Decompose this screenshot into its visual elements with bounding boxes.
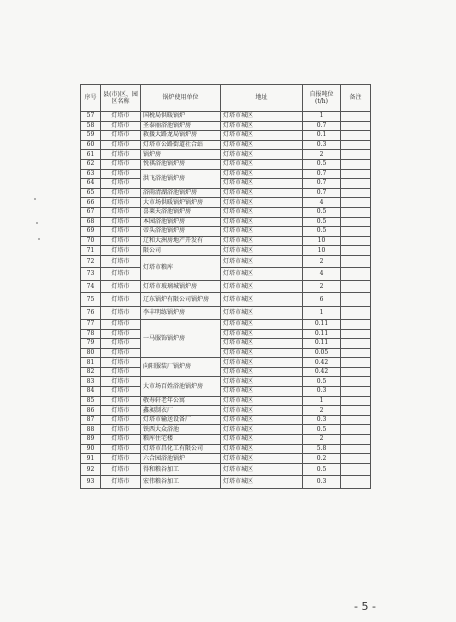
cell-address: 灯塔市城区 (221, 255, 303, 268)
cell-tonnage: 0.7 (303, 179, 341, 189)
cell-note (341, 435, 371, 445)
cell-county: 灯塔市 (101, 406, 141, 416)
cell-tonnage: 4 (303, 198, 341, 208)
cell-unit: 大市场百姓浴池锅炉房 (141, 377, 221, 396)
cell-tonnage: 0.11 (303, 339, 341, 349)
cell-no: 78 (81, 329, 101, 339)
table-row (81, 188, 371, 198)
cell-tonnage: 0.7 (303, 188, 341, 198)
table-row (81, 236, 371, 246)
cell-address: 灯塔市城区 (221, 425, 303, 435)
cell-unit: 喜莱天浴池锅炉房 (141, 207, 221, 217)
table-row (81, 396, 371, 406)
cell-note (341, 150, 371, 160)
cell-no: 80 (81, 348, 101, 358)
cell-tonnage: 0.3 (303, 387, 341, 397)
cell-county: 灯塔市 (101, 415, 141, 425)
cell-note (341, 454, 371, 464)
cell-note (341, 444, 371, 454)
cell-address: 灯塔市城区 (221, 227, 303, 237)
cell-no: 71 (81, 246, 101, 256)
cell-unit: 大市场供暖锅炉锅炉房 (141, 198, 221, 208)
cell-unit: 向阳服装厂锅炉房 (141, 358, 221, 377)
cell-address: 灯塔市城区 (221, 367, 303, 377)
cell-address: 灯塔市城区 (221, 358, 303, 368)
cell-unit: 灯塔市输送设备厂 (141, 415, 221, 425)
cell-tonnage: 0.5 (303, 377, 341, 387)
table-row (81, 435, 371, 445)
cell-tonnage: 5.8 (303, 444, 341, 454)
cell-tonnage: 2 (303, 150, 341, 160)
cell-no: 70 (81, 236, 101, 246)
table-row (81, 169, 371, 179)
cell-no: 93 (81, 476, 101, 489)
cell-address: 灯塔市城区 (221, 476, 303, 489)
table-row (81, 217, 371, 227)
cell-no: 92 (81, 463, 101, 476)
cell-address: 灯塔市城区 (221, 198, 303, 208)
cell-note (341, 406, 371, 416)
cell-tonnage: 1 (303, 112, 341, 122)
cell-address: 灯塔市城区 (221, 121, 303, 131)
page-number: - 5 - (354, 600, 376, 613)
cell-unit: 铁西大众浴池 (141, 425, 221, 435)
cell-address: 灯塔市城区 (221, 415, 303, 425)
cell-address: 灯塔市城区 (221, 217, 303, 227)
cell-no: 58 (81, 121, 101, 131)
cell-county: 灯塔市 (101, 246, 141, 256)
cell-address: 灯塔市城区 (221, 207, 303, 217)
cell-county: 灯塔市 (101, 280, 141, 293)
boiler-table (80, 84, 371, 489)
cell-no: 68 (81, 217, 101, 227)
cell-no: 65 (81, 188, 101, 198)
cell-county: 灯塔市 (101, 339, 141, 349)
cell-address: 灯塔市城区 (221, 339, 303, 349)
table-row (81, 367, 371, 377)
cell-county: 灯塔市 (101, 188, 141, 198)
cell-no: 59 (81, 131, 101, 141)
cell-tonnage: 0.5 (303, 159, 341, 169)
cell-no: 67 (81, 207, 101, 217)
cell-address: 灯塔市城区 (221, 112, 303, 122)
cell-note (341, 236, 371, 246)
cell-unit: 灯塔市公路街道社合站 (141, 140, 221, 150)
cell-county: 灯塔市 (101, 435, 141, 445)
table-row (81, 454, 371, 464)
cell-county: 灯塔市 (101, 444, 141, 454)
cell-tonnage: 1 (303, 307, 341, 320)
cell-unit: 悦祺浴池锅炉房 (141, 159, 221, 169)
header-address: 地址 (221, 85, 303, 112)
cell-no: 76 (81, 307, 101, 320)
cell-county: 灯塔市 (101, 112, 141, 122)
cell-county: 灯塔市 (101, 377, 141, 387)
cell-county: 灯塔市 (101, 121, 141, 131)
cell-no: 85 (81, 396, 101, 406)
cell-address: 灯塔市城区 (221, 435, 303, 445)
cell-unit: 本园浴池锅炉房 (141, 217, 221, 227)
cell-county: 灯塔市 (101, 236, 141, 246)
cell-tonnage: 0.1 (303, 131, 341, 141)
cell-no: 75 (81, 293, 101, 307)
cell-address: 灯塔市城区 (221, 348, 303, 358)
cell-tonnage: 0.42 (303, 358, 341, 368)
table-row (81, 444, 371, 454)
cell-unit: 灯塔市粮库 (141, 255, 221, 280)
table-row (81, 159, 371, 169)
cell-note (341, 358, 371, 368)
cell-note (341, 207, 371, 217)
table-row (81, 140, 371, 150)
table-row (81, 348, 371, 358)
cell-county: 灯塔市 (101, 268, 141, 281)
cell-no: 63 (81, 169, 101, 179)
cell-no: 90 (81, 444, 101, 454)
table-row (81, 121, 371, 131)
cell-no: 57 (81, 112, 101, 122)
cell-note (341, 476, 371, 489)
cell-unit: 帝头浴池锅炉房 (141, 227, 221, 237)
cell-no: 62 (81, 159, 101, 169)
table-row (81, 293, 371, 307)
cell-no: 77 (81, 319, 101, 329)
table-row (81, 329, 371, 339)
cell-tonnage: 0.5 (303, 207, 341, 217)
cell-note (341, 121, 371, 131)
cell-address: 灯塔市城区 (221, 396, 303, 406)
cell-note (341, 387, 371, 397)
cell-county: 灯塔市 (101, 396, 141, 406)
cell-county: 灯塔市 (101, 307, 141, 320)
cell-no: 83 (81, 377, 101, 387)
cell-county: 灯塔市 (101, 179, 141, 189)
cell-tonnage: 0.3 (303, 415, 341, 425)
cell-tonnage: 0.3 (303, 476, 341, 489)
cell-note (341, 268, 371, 281)
header-note: 备注 (341, 85, 371, 112)
cell-unit: 李丰明练锅炉房 (141, 307, 221, 320)
cell-unit: 洪飞浴池锅炉房 (141, 169, 221, 188)
cell-note (341, 367, 371, 377)
cell-address: 灯塔市城区 (221, 268, 303, 281)
cell-unit: 宏伟粮谷加工 (141, 476, 221, 489)
cell-unit: 得和粮谷加工 (141, 463, 221, 476)
cell-county: 灯塔市 (101, 169, 141, 179)
header-county: 县(市)区、园区名称 (101, 85, 141, 112)
cell-note (341, 188, 371, 198)
cell-no: 64 (81, 179, 101, 189)
cell-no: 61 (81, 150, 101, 160)
cell-no: 81 (81, 358, 101, 368)
table-row (81, 179, 371, 189)
cell-no: 86 (81, 406, 101, 416)
cell-note (341, 198, 371, 208)
cell-address: 灯塔市城区 (221, 454, 303, 464)
cell-no: 88 (81, 425, 101, 435)
cell-unit: 救援大路龙局锅炉房 (141, 131, 221, 141)
cell-note (341, 140, 371, 150)
table-row (81, 280, 371, 293)
cell-tonnage: 4 (303, 268, 341, 281)
cell-tonnage: 0.42 (303, 367, 341, 377)
table-row (81, 387, 371, 397)
cell-note (341, 329, 371, 339)
cell-unit: 六合园浴池锅炉 (141, 454, 221, 464)
table-header-row (81, 85, 371, 112)
cell-tonnage: 1 (303, 396, 341, 406)
table-row (81, 207, 371, 217)
cell-county: 灯塔市 (101, 476, 141, 489)
table-row (81, 406, 371, 416)
table-row (81, 425, 371, 435)
cell-note (341, 255, 371, 268)
scan-speck (38, 238, 40, 240)
header-tonnage: 自报吨位(t/h) (303, 85, 341, 112)
table-row (81, 339, 371, 349)
cell-tonnage: 2 (303, 435, 341, 445)
cell-county: 灯塔市 (101, 425, 141, 435)
cell-no: 69 (81, 227, 101, 237)
cell-note (341, 159, 371, 169)
cell-address: 灯塔市城区 (221, 140, 303, 150)
cell-note (341, 415, 371, 425)
cell-tonnage: 0.5 (303, 425, 341, 435)
cell-note (341, 319, 371, 329)
cell-tonnage: 10 (303, 246, 341, 256)
cell-address: 灯塔市城区 (221, 280, 303, 293)
cell-note (341, 293, 371, 307)
cell-note (341, 217, 371, 227)
cell-address: 灯塔市城区 (221, 159, 303, 169)
table-body (81, 112, 371, 489)
cell-no: 91 (81, 454, 101, 464)
cell-note (341, 396, 371, 406)
header-no: 序号 (81, 85, 101, 112)
table-row (81, 131, 371, 141)
cell-county: 灯塔市 (101, 329, 141, 339)
cell-no: 72 (81, 255, 101, 268)
cell-address: 灯塔市城区 (221, 307, 303, 320)
cell-unit: 浴雨清湖浴池锅炉房 (141, 188, 221, 198)
table-row (81, 463, 371, 476)
table-row (81, 227, 371, 237)
cell-no: 84 (81, 387, 101, 397)
cell-tonnage: 0.5 (303, 227, 341, 237)
cell-note (341, 339, 371, 349)
cell-tonnage: 0.2 (303, 454, 341, 464)
cell-note (341, 463, 371, 476)
cell-county: 灯塔市 (101, 159, 141, 169)
cell-tonnage: 0.3 (303, 140, 341, 150)
cell-unit: 辽东锅炉有限公司锅炉房 (141, 293, 221, 307)
cell-note (341, 377, 371, 387)
table-row (81, 358, 371, 368)
cell-tonnage: 10 (303, 236, 341, 246)
table-row (81, 198, 371, 208)
cell-address: 灯塔市城区 (221, 179, 303, 189)
cell-unit: 灯塔市昌化工有限公司 (141, 444, 221, 454)
cell-unit: 灯塔市玻璃城锅炉房 (141, 280, 221, 293)
cell-county: 灯塔市 (101, 367, 141, 377)
cell-tonnage: 2 (303, 255, 341, 268)
table-row (81, 112, 371, 122)
cell-tonnage: 2 (303, 280, 341, 293)
cell-county: 灯塔市 (101, 198, 141, 208)
cell-note (341, 280, 371, 293)
cell-address: 灯塔市城区 (221, 406, 303, 416)
cell-county: 灯塔市 (101, 348, 141, 358)
cell-tonnage: 0.7 (303, 121, 341, 131)
cell-note (341, 169, 371, 179)
cell-unit: 敬寿轩老年公寓 (141, 396, 221, 406)
cell-county: 灯塔市 (101, 227, 141, 237)
cell-address: 灯塔市城区 (221, 377, 303, 387)
cell-unit: 鑫昶制衣厂 (141, 406, 221, 416)
cell-county: 灯塔市 (101, 463, 141, 476)
cell-no: 89 (81, 435, 101, 445)
cell-county: 灯塔市 (101, 387, 141, 397)
cell-address: 灯塔市城区 (221, 329, 303, 339)
cell-address: 灯塔市城区 (221, 463, 303, 476)
cell-unit: 一马服饰锅炉房 (141, 319, 221, 357)
table-row (81, 246, 371, 256)
cell-no: 74 (81, 280, 101, 293)
cell-county: 灯塔市 (101, 131, 141, 141)
cell-note (341, 179, 371, 189)
table-row (81, 307, 371, 320)
cell-address: 灯塔市城区 (221, 293, 303, 307)
table-row (81, 268, 371, 281)
cell-no: 79 (81, 339, 101, 349)
cell-county: 灯塔市 (101, 319, 141, 329)
cell-no: 66 (81, 198, 101, 208)
cell-unit: 锅炉房 (141, 150, 221, 160)
cell-address: 灯塔市城区 (221, 188, 303, 198)
cell-tonnage: 0.7 (303, 169, 341, 179)
cell-address: 灯塔市城区 (221, 444, 303, 454)
cell-tonnage: 0.05 (303, 348, 341, 358)
cell-address: 灯塔市城区 (221, 131, 303, 141)
table-row (81, 476, 371, 489)
table-row (81, 150, 371, 160)
cell-unit: 辽和大洲房地产开发有 (141, 236, 221, 246)
scan-speck (34, 198, 36, 200)
cell-unit: 限公司 (141, 246, 221, 256)
cell-county: 灯塔市 (101, 293, 141, 307)
scan-speck (36, 222, 38, 224)
cell-county: 灯塔市 (101, 454, 141, 464)
cell-address: 灯塔市城区 (221, 169, 303, 179)
cell-tonnage: 0.5 (303, 217, 341, 227)
cell-county: 灯塔市 (101, 217, 141, 227)
cell-county: 灯塔市 (101, 140, 141, 150)
cell-note (341, 348, 371, 358)
cell-note (341, 227, 371, 237)
cell-county: 灯塔市 (101, 358, 141, 368)
cell-no: 82 (81, 367, 101, 377)
cell-no: 87 (81, 415, 101, 425)
cell-address: 灯塔市城区 (221, 319, 303, 329)
table-row (81, 377, 371, 387)
cell-note (341, 246, 371, 256)
cell-note (341, 307, 371, 320)
cell-note (341, 131, 371, 141)
cell-county: 灯塔市 (101, 207, 141, 217)
cell-tonnage: 2 (303, 406, 341, 416)
cell-unit: 国税局供暖锅炉 (141, 112, 221, 122)
table-row (81, 319, 371, 329)
table-row (81, 415, 371, 425)
header-unit: 锅炉使用单位 (141, 85, 221, 112)
cell-note (341, 425, 371, 435)
cell-no: 60 (81, 140, 101, 150)
cell-tonnage: 0.11 (303, 329, 341, 339)
cell-county: 灯塔市 (101, 255, 141, 268)
table-row (81, 255, 371, 268)
cell-no: 73 (81, 268, 101, 281)
cell-county: 灯塔市 (101, 150, 141, 160)
cell-tonnage: 0.5 (303, 463, 341, 476)
cell-tonnage: 0.11 (303, 319, 341, 329)
cell-address: 灯塔市城区 (221, 150, 303, 160)
cell-note (341, 112, 371, 122)
cell-tonnage: 6 (303, 293, 341, 307)
cell-address: 灯塔市城区 (221, 236, 303, 246)
cell-address: 灯塔市城区 (221, 387, 303, 397)
cell-unit: 粮库住宅楼 (141, 435, 221, 445)
cell-unit: 圣泰丽浴池锅炉房 (141, 121, 221, 131)
cell-address: 灯塔市城区 (221, 246, 303, 256)
